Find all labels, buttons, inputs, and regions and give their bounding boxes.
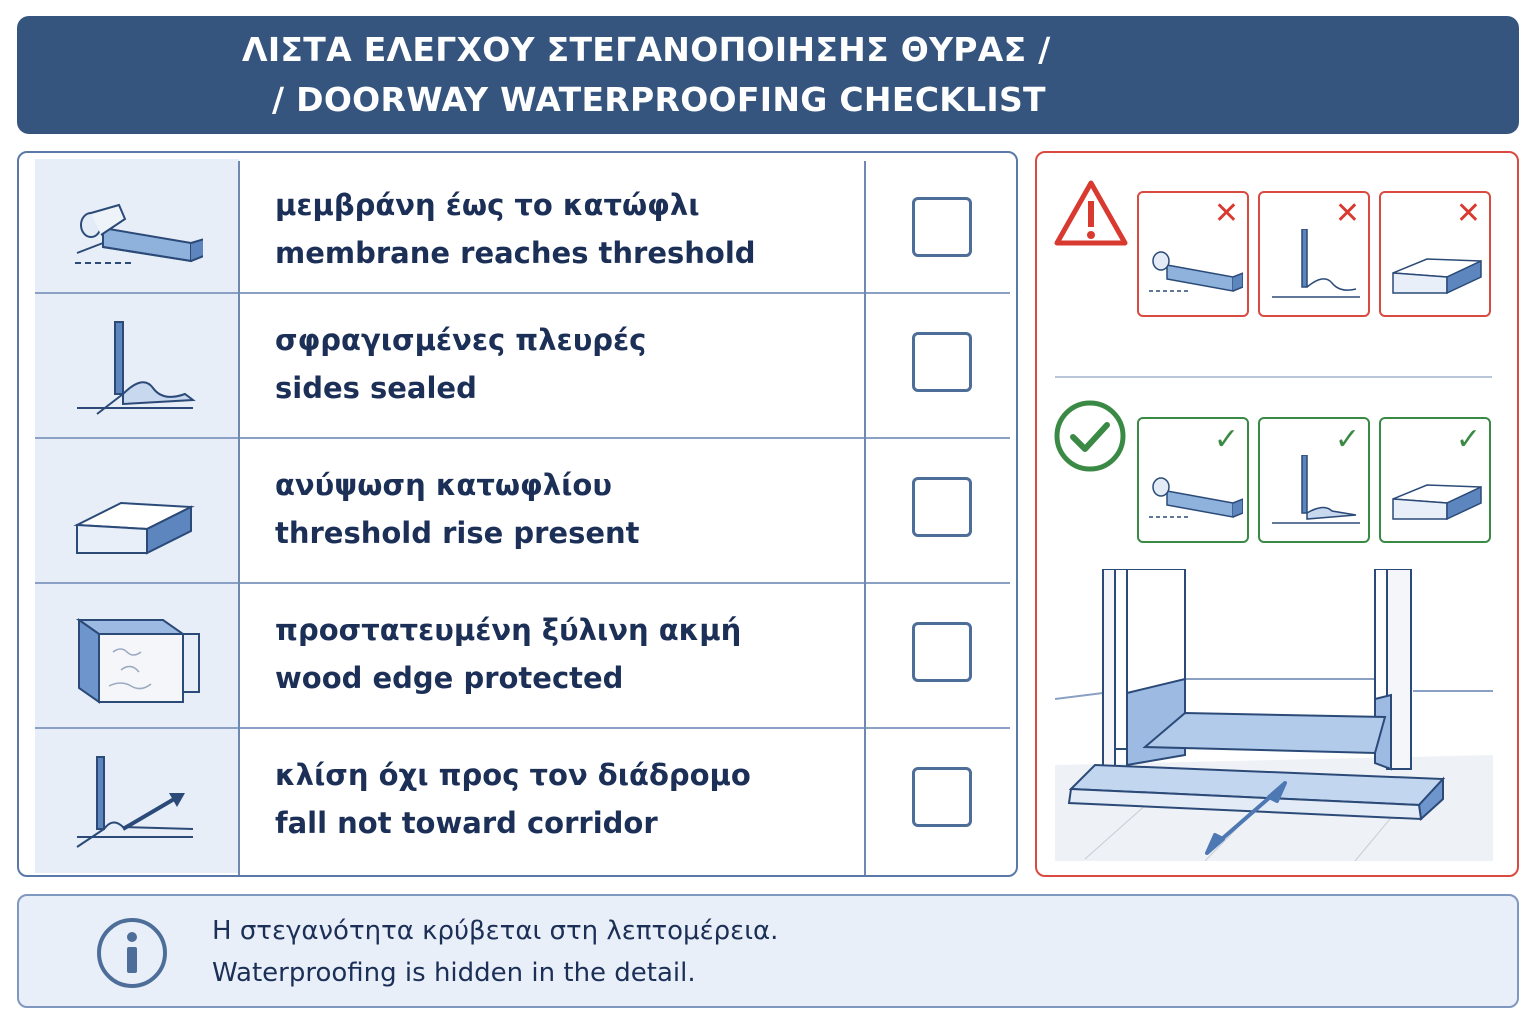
checkbox-fall[interactable]: [912, 767, 972, 827]
checkbox-sides[interactable]: [912, 332, 972, 392]
title-english: / DOORWAY WATERPROOFING CHECKLIST: [272, 80, 1046, 119]
row-icon-cell: [35, 439, 239, 583]
row-icon-cell: [35, 584, 239, 728]
column-divider: [238, 161, 240, 875]
row-icon-cell: [35, 159, 239, 303]
x-mark-icon: ✕: [1334, 196, 1360, 231]
check-mark-icon: ✓: [1455, 422, 1481, 457]
warning-triangle-icon: [1053, 179, 1129, 247]
item-label-greek: προστατευμένη ξύλινη ακμή: [275, 613, 742, 647]
wrong-example-threshold: [1379, 191, 1491, 317]
info-icon: [95, 916, 169, 990]
row-text: [275, 181, 875, 277]
page-header: [17, 16, 1519, 134]
doorway-illustration: [1055, 569, 1493, 861]
row-text: [275, 316, 875, 412]
right-example-membrane: [1137, 417, 1249, 543]
checkbox-wood-edge[interactable]: [912, 622, 972, 682]
row-icon-cell: [35, 729, 239, 873]
checkbox-membrane[interactable]: [912, 197, 972, 257]
item-label-english: sides sealed: [275, 371, 477, 405]
info-note: [17, 894, 1519, 1008]
check-circle-icon: [1053, 399, 1127, 473]
section-divider: [1055, 376, 1492, 378]
right-example-threshold: [1379, 417, 1491, 543]
item-label-english: fall not toward corridor: [275, 806, 658, 840]
threshold-block-icon: [73, 463, 203, 563]
row-text: [275, 751, 875, 847]
note-greek: Η στεγανότητα κρύβεται στη λεπτομέρεια.: [212, 916, 779, 946]
comparison-panel: [1035, 151, 1519, 877]
sealed-corner-icon: [73, 318, 203, 418]
x-mark-icon: ✕: [1455, 196, 1481, 231]
item-label-greek: μεμβράνη έως το κατώφλι: [275, 188, 700, 222]
row-text: [275, 606, 875, 702]
title-greek: ΛΙΣΤΑ ΕΛΕΓΧΟΥ ΣΤΕΓΑΝΟΠΟΙΗΣΗΣ ΘΥΡΑΣ /: [242, 30, 1051, 69]
check-mark-icon: ✓: [1213, 422, 1239, 457]
x-mark-icon: ✕: [1213, 196, 1239, 231]
item-label-greek: ανύψωση κατωφλίου: [275, 468, 612, 502]
membrane-roll-icon: [73, 183, 203, 283]
wood-edge-icon: [73, 608, 203, 708]
item-label-english: wood edge protected: [275, 661, 624, 695]
right-example-sides: [1258, 417, 1370, 543]
note-english: Waterproofing is hidden in the detail.: [212, 958, 696, 988]
check-mark-icon: ✓: [1334, 422, 1360, 457]
item-label-greek: σφραγισμένες πλευρές: [275, 323, 647, 357]
note-text: [212, 910, 778, 994]
item-label-english: membrane reaches threshold: [275, 236, 756, 270]
column-divider: [864, 161, 866, 875]
checkbox-threshold[interactable]: [912, 477, 972, 537]
item-label-greek: κλίση όχι προς τον διάδρομο: [275, 758, 751, 792]
row-text: [275, 461, 875, 557]
checklist-panel: [17, 151, 1018, 877]
wrong-example-membrane: [1137, 191, 1249, 317]
wrong-example-sides: [1258, 191, 1370, 317]
row-icon-cell: [35, 294, 239, 438]
slope-arrow-icon: [73, 753, 203, 853]
item-label-english: threshold rise present: [275, 516, 640, 550]
